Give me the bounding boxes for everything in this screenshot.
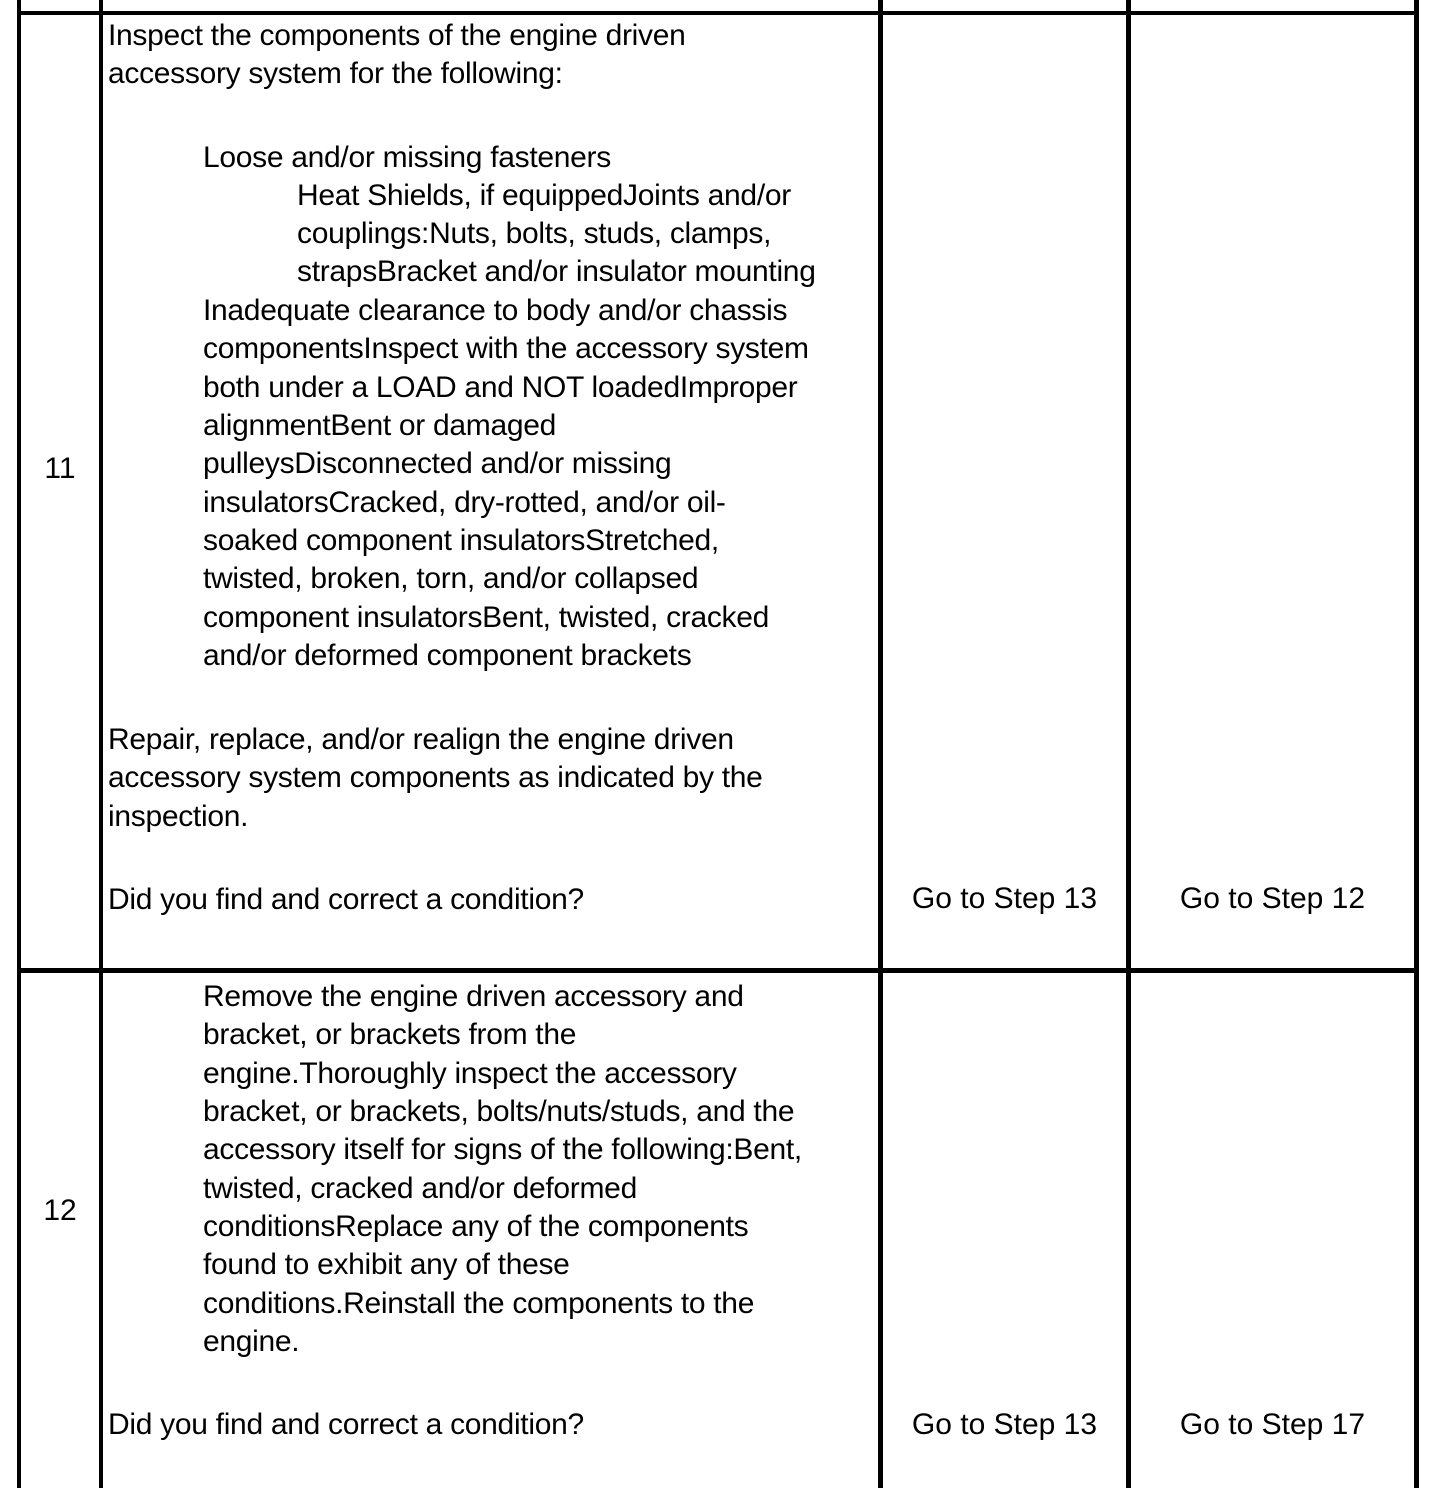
list-item: pulleysDisconnected and/or missing (203, 447, 672, 480)
list-item: found to exhibit any of these (203, 1248, 570, 1281)
list-item: Inadequate clearance to body and/or chassis (203, 294, 788, 327)
list-item: bracket, or brackets, bolts/nuts/studs, and the (203, 1095, 795, 1128)
list-item: conditionsReplace any of the components (203, 1210, 749, 1243)
list-item: engine.Thoroughly inspect the accessory (203, 1057, 737, 1090)
no-result: Go to Step 17 (1179, 1408, 1366, 1441)
question-text: Did you find and correct a condition? (108, 883, 584, 916)
table-border-right (1414, 0, 1419, 1488)
row-divider-top (17, 11, 1419, 15)
table-border-left (17, 0, 21, 1488)
list-item: accessory itself for signs of the following:Bent, (203, 1133, 802, 1166)
step-number: 12 (43, 1194, 77, 1227)
list-item: twisted, cracked and/or deformed (203, 1172, 637, 1205)
column-divider-action (878, 0, 883, 1488)
column-divider-yes (1126, 0, 1131, 1488)
list-item: alignmentBent or damaged (203, 409, 557, 442)
list-item: both under a LOAD and NOT loadedImproper (203, 371, 798, 404)
list-item: engine. (203, 1325, 300, 1358)
list-item: and/or deformed component brackets (203, 639, 692, 672)
list-item: soaked component insulatorsStretched, (203, 524, 719, 557)
intro-line: Inspect the components of the engine driven (108, 19, 686, 52)
step-number: 11 (44, 452, 76, 485)
list-item: componentsInspect with the accessory system (203, 332, 809, 365)
sub-list-item: Heat Shields, if equippedJoints and/or (297, 179, 791, 212)
list-item: Loose and/or missing fasteners (203, 141, 611, 174)
yes-result: Go to Step 13 (911, 1408, 1098, 1441)
action-line: inspection. (108, 800, 249, 833)
action-line: accessory system components as indicated by the (108, 761, 763, 794)
sub-list-item: couplings:Nuts, bolts, studs, clamps, (297, 217, 772, 250)
no-result: Go to Step 12 (1179, 882, 1366, 915)
row-divider-middle (17, 968, 1419, 973)
list-item: bracket, or brackets from the (203, 1018, 577, 1051)
question-text: Did you find and correct a condition? (108, 1408, 584, 1441)
intro-line: accessory system for the following: (108, 57, 563, 90)
list-item: conditions.Reinstall the components to the (203, 1287, 755, 1320)
yes-result: Go to Step 13 (911, 882, 1098, 915)
column-divider-step (99, 0, 103, 1488)
list-item: insulatorsCracked, dry-rotted, and/or oil- (203, 486, 726, 519)
list-item: component insulatorsBent, twisted, cracked (203, 601, 770, 634)
list-item: Remove the engine driven accessory and (203, 980, 744, 1013)
list-item: twisted, broken, torn, and/or collapsed (203, 562, 699, 595)
sub-list-item: strapsBracket and/or insulator mounting (297, 255, 816, 288)
action-line: Repair, replace, and/or realign the engine driven (108, 723, 734, 756)
